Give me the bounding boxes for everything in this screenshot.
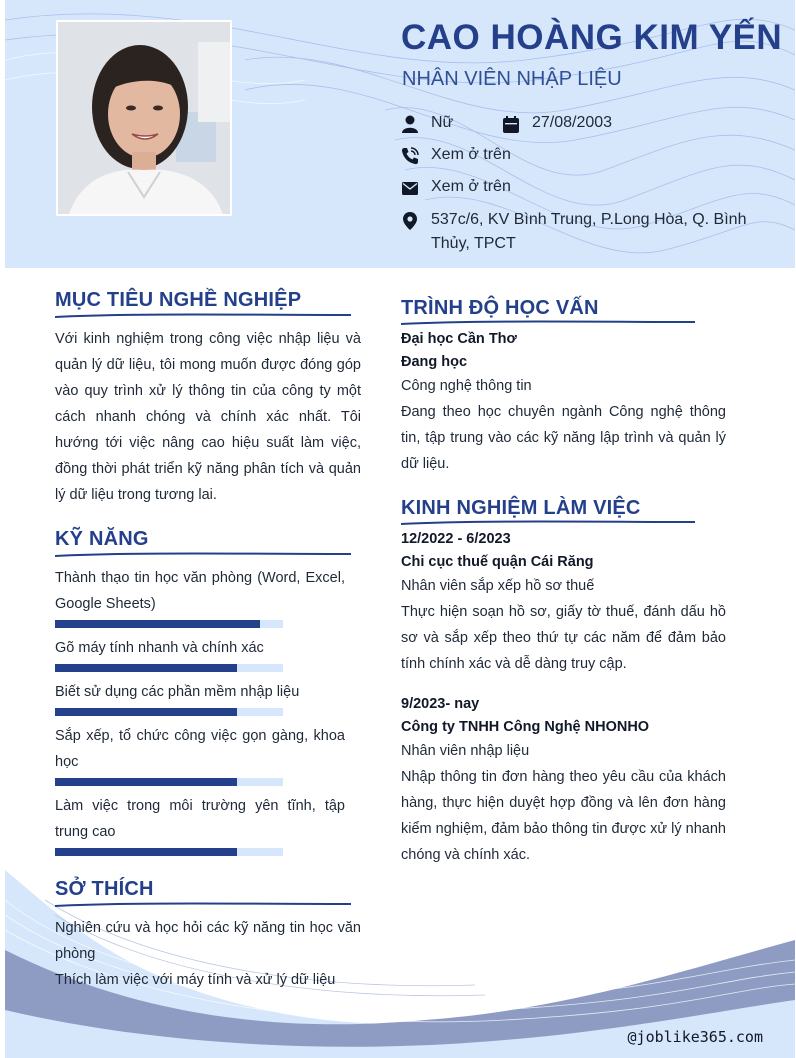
- experience-entry: [401, 528, 726, 677]
- education-school: Đại học Cần Thơ: [401, 331, 517, 347]
- resume-page: [5, 0, 795, 1058]
- skill-bar-fill: [55, 664, 237, 672]
- objective-title: MỤC TIÊU NGHỀ NGHIỆP: [55, 289, 302, 311]
- gender-value: Nữ: [431, 114, 454, 131]
- candidate-name: CAO HOÀNG KIM YẾN: [401, 18, 783, 57]
- envelope-icon: [401, 179, 419, 197]
- education-major: Công nghệ thông tin: [401, 378, 532, 394]
- gender-row: [401, 114, 453, 133]
- skill-bar-fill: [55, 778, 237, 786]
- experience-role: Nhân viên sắp xếp hồ sơ thuế: [401, 578, 595, 594]
- skills-title: KỸ NĂNG: [55, 528, 149, 550]
- hobby-item: Thích làm việc với máy tính và xử lý dữ liệu: [55, 972, 336, 988]
- objective-underline: [55, 312, 355, 320]
- email-row: [401, 178, 511, 197]
- education-status: Đang học: [401, 354, 468, 370]
- skills-underline: [55, 551, 355, 559]
- email-value: Xem ở trên: [431, 178, 511, 195]
- skill-bar: [55, 620, 283, 628]
- skill-item: [55, 565, 345, 628]
- experience-period: 12/2022 - 6/2023: [401, 531, 511, 547]
- experience-entry: [401, 693, 726, 868]
- skill-label: Làm việc trong môi trường yên tĩnh, tập trung cao: [55, 798, 345, 840]
- experience-period: 9/2023- nay: [401, 696, 480, 712]
- education-underline: [401, 319, 701, 327]
- phone-row: [401, 146, 511, 165]
- skill-item: [55, 635, 345, 672]
- education-block: [401, 328, 726, 477]
- skill-label: Gõ máy tính nhanh và chính xác: [55, 640, 264, 656]
- profile-photo: [56, 20, 232, 216]
- birthdate-row: [502, 114, 612, 133]
- skill-item: [55, 679, 345, 716]
- skill-bar: [55, 778, 283, 786]
- candidate-position: NHÂN VIÊN NHẬP LIỆU: [402, 68, 622, 90]
- user-icon: [401, 115, 419, 133]
- skill-bar: [55, 664, 283, 672]
- education-title: TRÌNH ĐỘ HỌC VẤN: [401, 297, 599, 319]
- birthdate-value: 27/08/2003: [532, 114, 613, 131]
- resume-header: [5, 0, 795, 268]
- skill-bar: [55, 708, 283, 716]
- site-watermark: @joblike365.com: [627, 1028, 763, 1046]
- phone-value: Xem ở trên: [431, 146, 511, 163]
- hobbies-underline: [55, 901, 355, 909]
- skill-item: [55, 723, 345, 786]
- experience-company: Chi cục thuế quận Cái Răng: [401, 554, 594, 570]
- experience-title: KINH NGHIỆM LÀM VIỆC: [401, 497, 641, 519]
- skill-bar-fill: [55, 848, 237, 856]
- phone-icon: [401, 147, 419, 165]
- objective-text: Với kinh nghiệm trong công việc nhập liệu và quản lý dữ liệu, tôi mong muốn được đóng góp vào quy trình xử lý thông tin của công ty một cách nhanh chóng và chính xác nhất. Tôi hướng tới việc nâng cao hiệu suất làm việc, đồng thời phát triển kỹ năng phân tích và quản lý dữ liệu trong tương lai.: [55, 331, 361, 503]
- hobbies-title: SỞ THÍCH: [55, 878, 154, 900]
- experience-description: Nhập thông tin đơn hàng theo yêu cầu của khách hàng, thực hiện duyệt hợp đồng và lên đơn hàng kiểm nghiệm, đảm bảo thông tin được xử lý nhanh chóng và chính xác.: [401, 769, 726, 863]
- hobby-item: Nghiên cứu và học hỏi các kỹ năng tin học văn phòng: [55, 920, 361, 962]
- skill-label: Sắp xếp, tổ chức công việc gọn gàng, khoa học: [55, 728, 345, 770]
- education-description: Đang theo học chuyên ngành Công nghệ thông tin, tập trung vào các kỹ năng lập trình và quản lý dữ liệu.: [401, 404, 726, 472]
- address-row: [401, 210, 761, 256]
- skill-bar: [55, 848, 283, 856]
- experience-role: Nhân viên nhập liệu: [401, 743, 530, 759]
- experience-underline: [401, 519, 701, 527]
- skill-label: Biết sử dụng các phần mềm nhập liệu: [55, 684, 300, 700]
- skill-bar-fill: [55, 620, 260, 628]
- experience-company: Công ty TNHH Công Nghệ NHONHO: [401, 719, 650, 735]
- map-pin-icon: [401, 212, 419, 230]
- skill-bar-fill: [55, 708, 237, 716]
- address-value: 537c/6, KV Bình Trung, P.Long Hòa, Q. Bình Thủy, TPCT: [431, 211, 747, 252]
- experience-description: Thực hiện soạn hồ sơ, giấy tờ thuế, đánh dấu hồ sơ và sắp xếp theo thứ tự các năm để đảm bảo tính chính xác và dễ dàng truy cập.: [401, 604, 726, 672]
- calendar-icon: [502, 115, 520, 133]
- skill-item: [55, 793, 345, 856]
- skill-label: Thành thạo tin học văn phòng (Word, Excel, Google Sheets): [55, 570, 345, 612]
